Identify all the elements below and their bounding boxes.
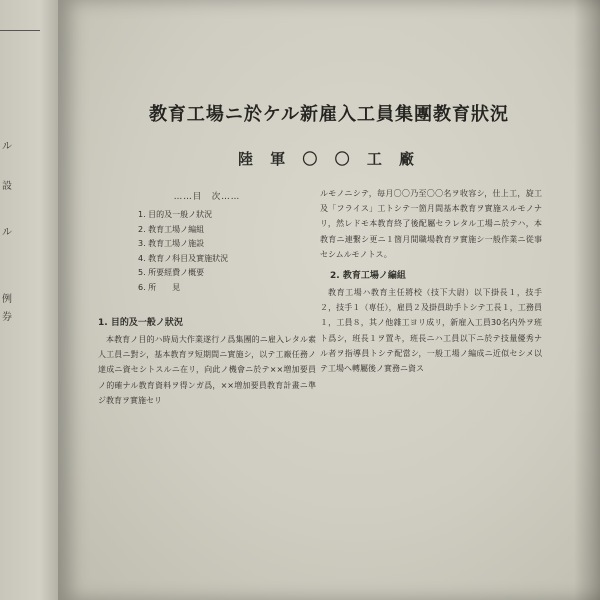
- document-page: [58, 0, 600, 600]
- toc-item: 2. 教育工場ノ編組: [138, 224, 205, 234]
- right-column: [320, 186, 542, 376]
- section-heading-organization: 2. 教育工場ノ編組: [330, 271, 406, 282]
- document-title: 教育工場ニ於ケル新雇入工員集團教育狀況: [148, 104, 510, 125]
- toc-item: 4. 教育ノ科目及實施狀況: [138, 253, 229, 263]
- section-heading-purpose: 1. 目的及一般ノ狀況: [98, 318, 183, 328]
- left-page-fragment: ル: [2, 141, 12, 152]
- section-body-purpose: 本教育ノ目的ハ時局大作業遂行ノ爲集團的ニ雇入レタル素人工員ニ對シ，基本教育ヲ短期間ニ實施シ，以テ工廠任務ノ達成ニ資セシトスルニ在リ，向此ノ機會ニ於テ××増加要員ノ的確ナル教育資料ヲ得ンガ爲，××増加要員教育計畫ニ準ジ教育ヲ實施セリ: [98, 335, 316, 405]
- left-page-fragment: 例: [2, 294, 12, 305]
- section-body-organization: 教育工場ハ教育主任將校（技下大尉）以下掛長１，技手２，技手１（専任），雇員２及掛員助手トシテ工長１，工務員１，工員８，其ノ他雜工ヨリ成リ，新雇入工員30名内外ヲ班ト爲シ，班長１ヲ置キ，班長ニハ工員以下ニ於テ技量優秀ナル者ヲ指導員トシテ配當シ，一般工場ノ編成ニ近似セシメ以テ工場ヘ轉屬後ノ實務ニ資ス: [320, 288, 542, 374]
- toc-item: 5. 所要經費ノ概要: [138, 268, 205, 277]
- left-page-fragment: 設: [2, 181, 12, 192]
- toc-item: 6. 所 見: [138, 282, 181, 292]
- section-body-continued: ルモノニシテ，毎月〇〇乃至〇〇名ヲ收容シ，仕上工，旋工及「フライス」工トシテ一箇月間基本教育ヲ實施スルモノナリ，然レドモ本教育終了後配屬セラレタル工場ニ於テハ，本教育ニ連繫シ更ニ１箇月間職場教育ヲ實施シ一般作業ニ從事セシムルモノトス。: [320, 189, 542, 259]
- toc-item: 1. 目的及一般ノ狀況: [138, 210, 213, 219]
- document-author: 陸 軍 〇 〇 工 廠: [237, 150, 421, 168]
- left-page-fragment: 券: [2, 312, 12, 323]
- left-page-rule: [0, 30, 40, 31]
- toc-item: 3. 教育工場ノ施設: [138, 239, 205, 248]
- table-of-contents: [98, 208, 316, 295]
- left-page-fragment: ル: [2, 227, 12, 238]
- left-page: [0, 0, 58, 600]
- toc-heading: ……目 次……: [173, 192, 241, 202]
- left-column: [98, 190, 316, 408]
- page-edge-shadow: [574, 0, 600, 600]
